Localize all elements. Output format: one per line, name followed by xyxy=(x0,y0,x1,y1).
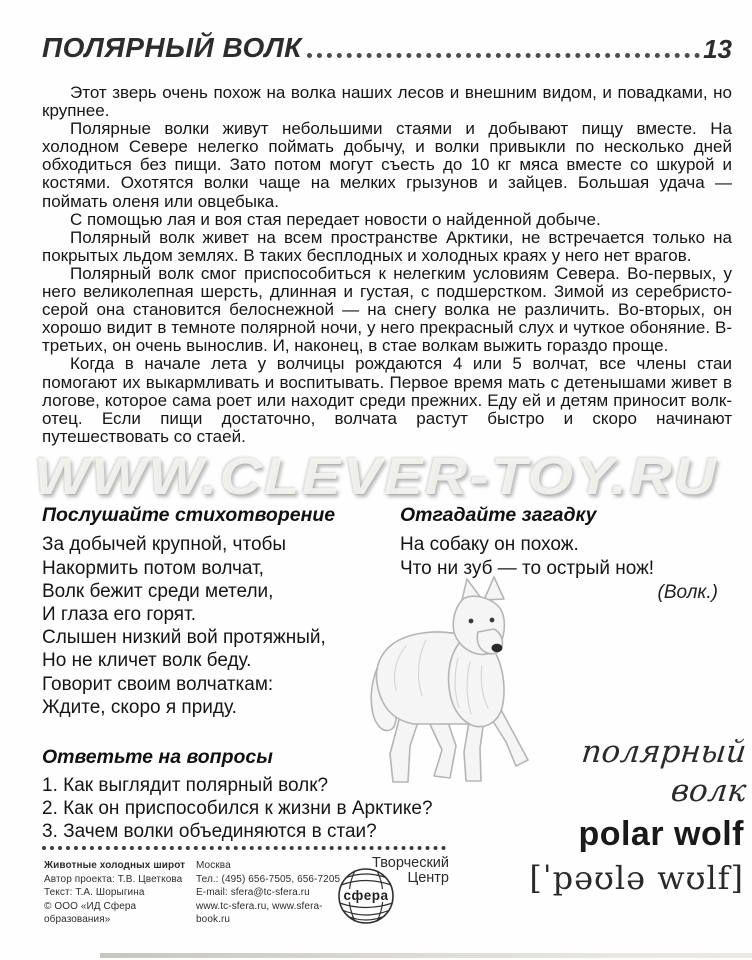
poem-section xyxy=(42,504,390,719)
riddle-heading: Отгадайте загадку xyxy=(400,504,597,526)
contact-line: Тел.: (495) 656-7505, 656-7205 xyxy=(196,873,341,885)
contact-line: E-mail: sfera@tc-sfera.ru xyxy=(196,887,310,898)
questions-heading: Ответьте на вопросы xyxy=(42,746,273,768)
poem-line: И глаза его горят. xyxy=(42,604,196,625)
handwritten-russian-line2: волк xyxy=(669,773,748,809)
riddle-answer: (Волк.) xyxy=(657,581,718,603)
poem-line: Говорит своим волчаткам: xyxy=(42,673,274,695)
footer-dotted-rule xyxy=(42,846,446,850)
imprint-line: Автор проекта: Т.В. Цветкова xyxy=(44,873,183,885)
sfera-globe-icon xyxy=(339,869,393,923)
footer-contacts xyxy=(196,859,346,927)
riddle-line: На собаку он похож. xyxy=(400,534,579,556)
phonetic-transcription: [ˈpəʊlə wʊlf] xyxy=(529,859,744,897)
contact-line: www.tc-sfera.ru, www.sfera-book.ru xyxy=(196,900,323,925)
sfera-publisher-logo xyxy=(333,854,451,926)
handwritten-russian-line1: полярный xyxy=(579,734,748,770)
body-text xyxy=(42,84,732,446)
page-number: 13 xyxy=(703,34,732,64)
logo-globe-word: сфера xyxy=(343,888,389,903)
vocabulary-labels xyxy=(494,733,748,901)
poem-line: Накормить потом волчат, xyxy=(42,557,264,579)
contact-line: Москва xyxy=(196,860,231,871)
logo-text-line2: Центр xyxy=(407,870,449,886)
english-name: polar wolf xyxy=(578,815,744,853)
riddle-line: Что ни зуб — то острый нож! xyxy=(400,557,655,579)
imprint-line: Текст: Т.А. Шорыгина xyxy=(44,887,145,898)
question-item: 3. Зачем волки объединяются в стаи? xyxy=(42,820,377,842)
page-header xyxy=(42,34,732,62)
paragraph: С помощью лая и воя стая передает новости о найденной добыче. xyxy=(70,209,601,229)
poem-heading: Послушайте стихотворение xyxy=(42,504,336,526)
poem-line: Ждите, скоро я приду. xyxy=(42,696,237,718)
scan-edge-artifact xyxy=(100,953,752,958)
footer-imprint xyxy=(44,859,194,927)
watermark-text: WWW.CLEVER-TOY.RU xyxy=(33,448,719,506)
dotted-leader xyxy=(307,53,700,58)
poem-line: Слышен низкий вой протяжный, xyxy=(42,627,326,649)
paragraph: Полярный волк живет на всем пространстве Арктики, не встречается только на покрытых льдом землях. В таких бесплодных и холодных краях у него нет врагов. xyxy=(42,227,732,265)
poem-line: Волк бежит среди метели, xyxy=(42,580,274,602)
questions-section xyxy=(42,746,522,843)
question-item: 1. Как выглядит полярный волк? xyxy=(42,775,329,797)
paragraph: Полярный волк смог приспособиться к нелегким условиям Севера. Во-первых, у него великолепная шерсть, длинная и густая, с подшерстком. Зимой из серебристо-серой она становится белоснежной — на снегу волка не различить. Во-вторых, он хорошо видит в темноте полярной ночи, у него прекрасный слух и чуткое обоняние. В-третьих, он очень вынослив. И, наконец, в стае волкам выжить гораздо проще. xyxy=(42,263,732,356)
imprint-line: © ООО «ИД Сфера образования» xyxy=(44,900,137,925)
paragraph: Когда в начале лета у волчицы рождаются 4 или 5 волчат, все члены стаи помогают их выкармливать и воспитывать. Первое время мать с детенышами живет в логове, которое сама роет или находит среди прежних. Еду ей и детям приносит волк-отец. Если пищи достаточно, волчата растут быстро и скоро начинают путешествовать со стаей. xyxy=(42,354,732,446)
poem-line: За добычей крупной, чтобы xyxy=(42,534,287,556)
riddle-section xyxy=(400,504,732,604)
logo-text-line1: Творческий xyxy=(372,855,449,871)
series-title: Животные холодных широт xyxy=(44,860,186,871)
question-item: 2. Как он приспособился к жизни в Арктике? xyxy=(42,797,433,819)
paragraph: Полярные волки живут небольшими стаями и добывают пищу вместе. На холодном Севере нелегко поймать добычу, и волки привыкли по несколько дней обходиться без пищи. Зато потом могут съесть до 10 кг мяса вместе со шкурой и костями. Охотятся волки чаще на мелких грызунов и зайцев. Большая удача — поймать оленя или овцебыка. xyxy=(42,119,732,211)
page-title: ПОЛЯРНЫЙ ВОЛК xyxy=(42,32,302,63)
poem-line: Но не кличет волк беду. xyxy=(42,650,252,672)
paragraph: Этот зверь очень похож на волка наших лесов и внешним видом, и повадками, но крупнее. xyxy=(42,83,732,121)
